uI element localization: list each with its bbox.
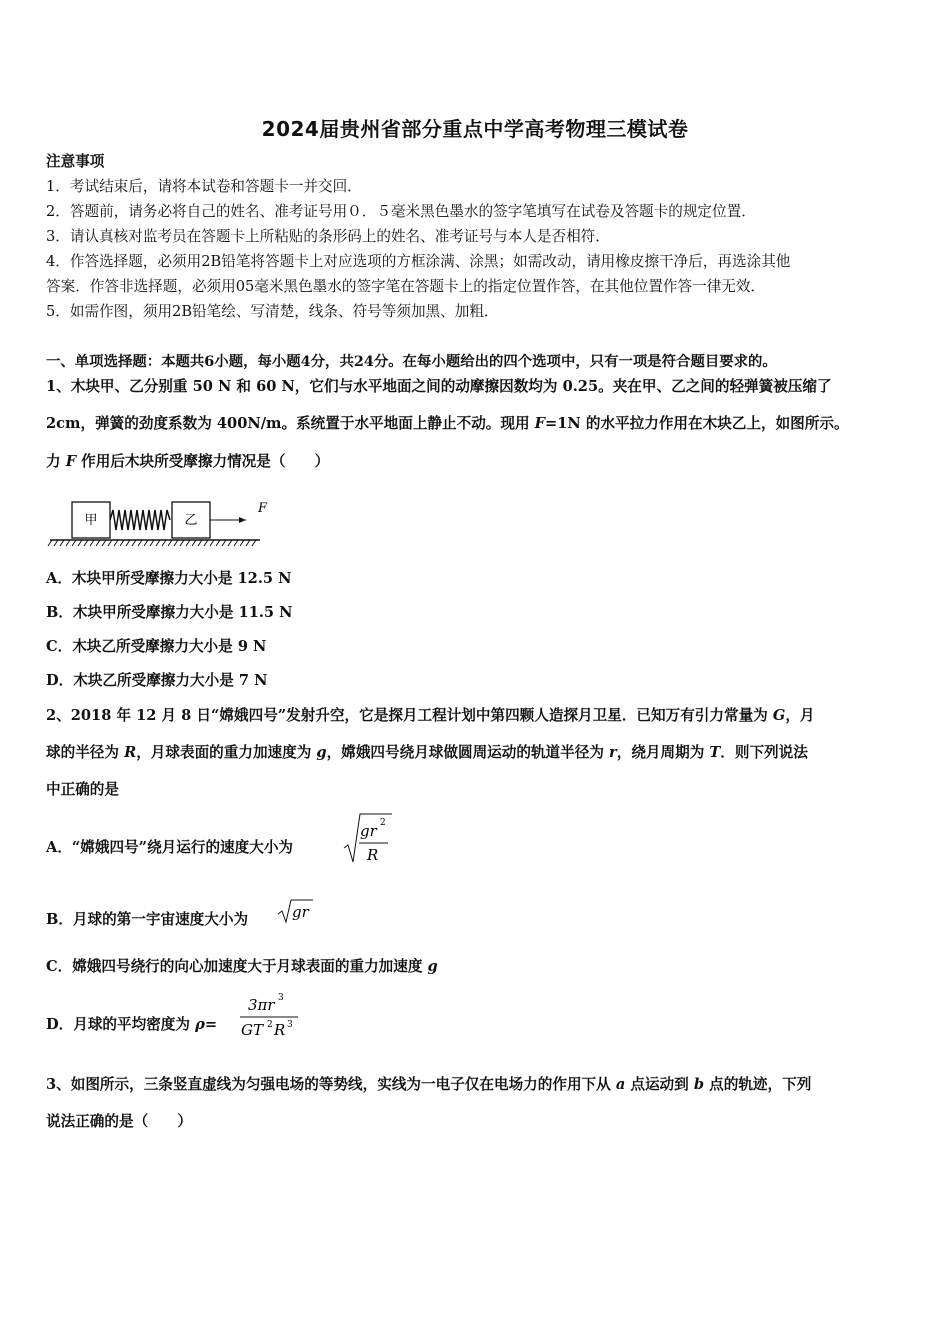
q2-option-b: B．月球的第一宇宙速度大小为 [46,911,249,928]
density-den-a: GT [241,1021,263,1039]
q2-option-d [46,1015,217,1035]
q1-line-1: 1、木块甲、乙分别重 50 N 和 60 N，它们与水平地面之间的动摩擦因数均为 0.25。夹在甲、乙之间的轻弹簧被压缩了 [46,378,832,395]
q1-line-2 [46,414,849,434]
notice-item-1: 1．考试结束后，请将本试卷和答题卡一并交回． [46,178,362,195]
q1-line-2a: 2cm，弹簧的劲度系数为 400N/m。系统置于水平地面上静止不动。现用 [46,415,535,432]
q2-var-r-moon: R [124,744,137,761]
q2-line-3: 中正确的是 [46,781,119,798]
notice-item-3: 3．请认真核对监考员在答题卡上所粘贴的条形码上的姓名、准考证号与本人是否相符． [46,228,610,245]
notice-item-5: 5．如需作图，须用2B铅笔绘、写清楚，线条、符号等须加黑、加粗． [46,303,499,320]
force-label: F [258,501,268,516]
q2-option-c [46,957,438,977]
page-title: 2024届贵州省部分重点中学高考物理三模试卷 [261,117,689,141]
q2-line-1 [46,706,815,726]
density-num: 3πr [248,996,275,1014]
q3-line-1b: 点运动到 [625,1076,694,1093]
q2-option-d-text: D．月球的平均密度为 [46,1016,196,1033]
density-den-b: R [274,1021,286,1039]
q2-line-2e: ．则下列说法 [720,744,808,761]
q3-line-1c: 点的轨迹，下列 [704,1076,812,1093]
q2-option-d-var: ρ [195,1016,205,1033]
formula-num-exp: 2 [380,818,386,828]
ground-hatch [48,540,256,546]
q1-option-d: D．木块乙所受摩擦力大小是 7 N [46,672,268,689]
formula-num: gr [360,822,377,840]
force-arrow-head [239,517,246,523]
q3-var-a: a [615,1076,626,1093]
q1-option-c: C．木块乙所受摩擦力大小是 9 N [46,638,267,655]
formula-den: R [367,846,379,864]
q2-line-1a: 2、2018 年 12 月 8 日“嫦娥四号”发射升空，它是探月工程计划中第四颗人造探月卫星．已知万有引力常量为 [46,707,773,724]
q2-option-b-formula [276,898,316,926]
q1-figure [46,492,276,550]
density-den-exp1: 2 [267,1020,273,1030]
section-heading: 一、单项选择题：本题共6小题，每小题4分，共24分。在每小题给出的四个选项中，只有一项是符合题目要求的。 [46,353,777,370]
notice-item-4-cont: 答案．作答非选择题，必须用05毫米黑色墨水的签字笔在答题卡上的指定位置作答，在其他位置作答一律无效． [46,278,766,295]
notice-heading: 注意事项 [46,153,105,170]
q2-line-2d: ，绕月周期为 [616,744,710,761]
q2-line-1b: ，月 [785,707,815,724]
q2-var-g-const: G [772,707,786,724]
q2-option-d-eq: = [204,1016,218,1033]
q1-line-3a: 力 [46,453,66,470]
q2-option-d-formula [238,990,302,1044]
block-jia-label: 甲 [84,513,98,528]
q2-option-c-var: g [427,958,438,975]
q1-line-3b: 作用后木块所受摩擦力情况是（ ） [76,453,330,470]
q3-line-1 [46,1075,811,1095]
q2-line-2a: 球的半径为 [46,744,125,761]
density-den-exp2: 3 [287,1020,293,1030]
q2-var-g: g [316,744,327,761]
q3-var-b: b [693,1076,705,1093]
formula-b: gr [292,903,309,921]
q1-option-b: B．木块甲所受摩擦力大小是 11.5 N [46,604,293,621]
spring [110,510,170,530]
q1-line-2b: =1N 的水平拉力作用在木块乙上，如图所示。 [545,415,849,432]
q2-option-a: A．“嫦娥四号”绕月运行的速度大小为 [46,839,294,856]
q2-line-2c: ，嫦娥四号绕月球做圆周运动的轨道半径为 [326,744,610,761]
q2-line-2 [46,743,808,763]
q1-option-a: A．木块甲所受摩擦力大小是 12.5 N [46,570,292,587]
q2-option-c-text: C．嫦娥四号绕行的向心加速度大于月球表面的重力加速度 [46,958,428,975]
q2-line-2b: ，月球表面的重力加速度为 [136,744,317,761]
notice-item-2: 2．答题前，请务必将自己的姓名、准考证号用０．５毫米黑色墨水的签字笔填写在试卷及答题卡的规定位置． [46,203,756,220]
q1-line-3 [46,452,329,472]
q2-var-r-orbit: r [609,744,617,761]
density-num-exp: 3 [278,993,284,1003]
q2-option-a-formula [342,812,394,868]
q1-var-f: F [534,415,546,432]
q1-var-f2: F [65,453,77,470]
notice-item-4: 4．作答选择题，必须用2B铅笔将答题卡上对应选项的方框涂满、涂黑；如需改动，请用橡皮擦干净后，再选涂其他 [46,253,791,270]
block-yi-label: 乙 [184,513,198,528]
q3-line-1a: 3、如图所示，三条竖直虚线为匀强电场的等势线，实线为一电子仅在电场力的作用下从 [46,1076,616,1093]
q2-var-t: T [709,744,721,761]
q3-line-2: 说法正确的是（ ） [46,1113,192,1130]
